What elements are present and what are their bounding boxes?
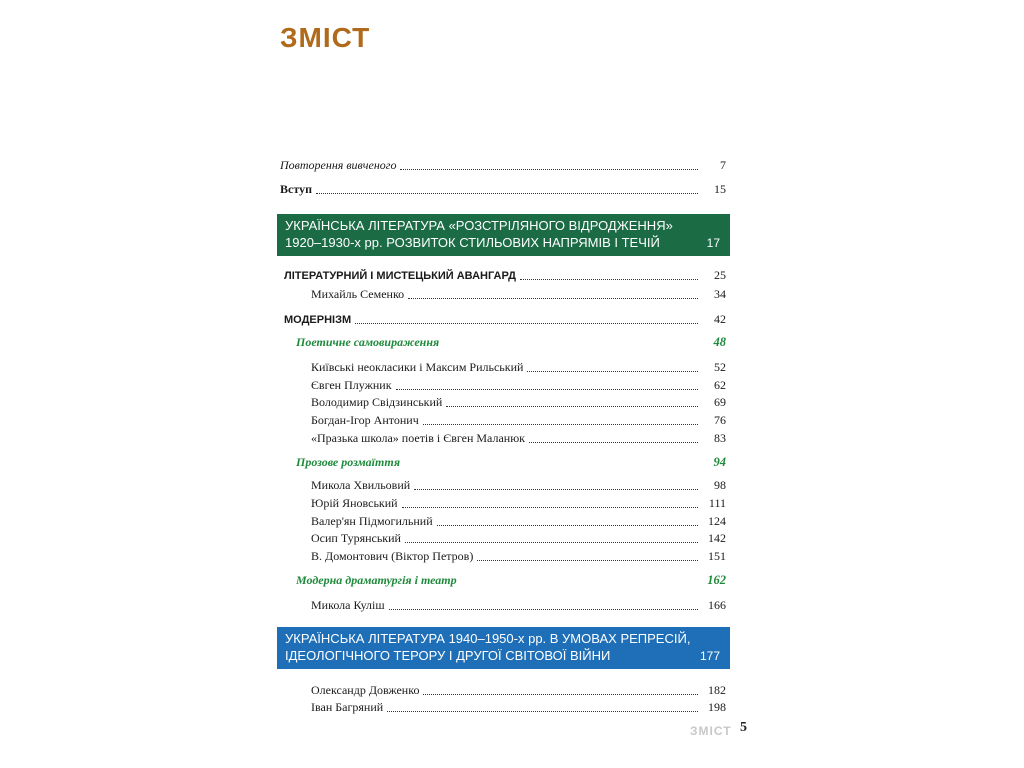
leader-dots bbox=[477, 560, 698, 561]
toc-entry-semenko[interactable] bbox=[311, 287, 726, 302]
toc-entry-label: Вступ bbox=[280, 182, 312, 196]
toc-subsection-prose[interactable] bbox=[296, 455, 726, 470]
toc-entry-turianskyi[interactable] bbox=[311, 531, 726, 546]
toc-entry-page: 98 bbox=[714, 478, 726, 492]
toc-entry-page: 94 bbox=[713, 455, 726, 469]
toc-entry-yanovskyi[interactable] bbox=[311, 496, 726, 511]
toc-entry-page: 25 bbox=[714, 268, 726, 282]
toc-entry-review[interactable] bbox=[280, 158, 726, 173]
toc-entry-page: 48 bbox=[713, 335, 726, 349]
toc-entry-kulish[interactable] bbox=[311, 598, 726, 613]
toc-entry-label: Поетичне самовираження bbox=[296, 335, 440, 349]
section-banner-1[interactable] bbox=[277, 214, 730, 256]
leader-dots bbox=[405, 542, 698, 543]
toc-entry-neoclassics[interactable] bbox=[311, 360, 726, 375]
page-title: ЗМІСТ bbox=[280, 22, 371, 53]
toc-entry-label: Осип Турянський bbox=[311, 531, 401, 545]
toc-entry-page: 42 bbox=[714, 312, 726, 326]
toc-entry-dovzhenko[interactable] bbox=[311, 683, 726, 698]
toc-entry-label: Юрій Яновський bbox=[311, 496, 398, 510]
leader-dots bbox=[402, 507, 698, 508]
toc-subsection-drama[interactable] bbox=[296, 573, 726, 588]
toc-entry-label: Київські неокласики і Максим Рильський bbox=[311, 360, 524, 374]
toc-entry-label: Микола Куліш bbox=[311, 598, 385, 612]
leader-dots bbox=[408, 298, 698, 299]
toc-entry-page: 198 bbox=[708, 700, 726, 714]
toc-entry-domontovych[interactable] bbox=[311, 549, 726, 564]
page-number: 5 bbox=[740, 720, 747, 735]
toc-entry-page: 142 bbox=[708, 531, 726, 545]
toc-entry-page: 162 bbox=[707, 573, 726, 587]
toc-entry-label: Олександр Довженко bbox=[311, 683, 420, 697]
toc-entry-label: Володимир Свідзинський bbox=[311, 395, 443, 409]
section-banner-2[interactable] bbox=[277, 627, 730, 669]
toc-entry-khvylovyi[interactable] bbox=[311, 478, 726, 493]
toc-entry-label: Іван Багряний bbox=[311, 700, 384, 714]
toc-entry-label: Модерна драматургія і театр bbox=[296, 573, 457, 587]
leader-dots bbox=[446, 406, 698, 407]
section-banner-page: 17 bbox=[706, 236, 720, 250]
toc-entry-page: 111 bbox=[708, 496, 726, 510]
toc-entry-label: Повторення вивченого bbox=[280, 158, 397, 172]
leader-dots bbox=[396, 389, 698, 390]
leader-dots bbox=[527, 371, 698, 372]
toc-entry-svidzynskyi[interactable] bbox=[311, 395, 726, 410]
leader-dots bbox=[387, 711, 698, 712]
toc-entry-label: Богдан-Ігор Антонич bbox=[311, 413, 419, 427]
toc-entry-prague-school[interactable] bbox=[311, 431, 726, 446]
leader-dots bbox=[520, 279, 698, 280]
toc-entry-bahrianyi[interactable] bbox=[311, 700, 726, 715]
toc-entry-page: 62 bbox=[714, 378, 726, 392]
toc-entry-page: 83 bbox=[714, 431, 726, 445]
toc-entry-label: ЛІТЕРАТУРНИЙ І МИСТЕЦЬКИЙ АВАНГАРД bbox=[284, 270, 516, 282]
toc-entry-avant-garde[interactable] bbox=[284, 268, 726, 283]
toc-entry-label: Михайль Семенко bbox=[311, 287, 405, 301]
leader-dots bbox=[389, 609, 698, 610]
toc-entry-modernism[interactable] bbox=[284, 312, 726, 327]
leader-dots bbox=[400, 169, 698, 170]
toc-entry-label: Валер'ян Підмогильний bbox=[311, 514, 433, 528]
leader-dots bbox=[423, 694, 698, 695]
page-footer bbox=[690, 720, 747, 740]
leader-dots bbox=[529, 442, 698, 443]
toc-entry-label: В. Домонтович (Віктор Петров) bbox=[311, 549, 474, 563]
section-banner-line1: УКРАЇНСЬКА ЛІТЕРАТУРА «РОЗСТРІЛЯНОГО ВІДРОДЖЕННЯ» bbox=[285, 218, 673, 233]
toc-entry-label: МОДЕРНІЗМ bbox=[284, 314, 352, 326]
toc-entry-label: Євген Плужник bbox=[311, 378, 392, 392]
toc-entry-page: 7 bbox=[720, 158, 726, 172]
toc-entry-antonych[interactable] bbox=[311, 413, 726, 428]
section-banner-line1: УКРАЇНСЬКА ЛІТЕРАТУРА 1940–1950-х рр. В УМОВАХ РЕПРЕСІЙ, bbox=[285, 631, 691, 646]
toc-entry-label: «Празька школа» поетів і Євген Маланюк bbox=[311, 431, 526, 445]
toc-entry-page: 34 bbox=[714, 287, 726, 301]
toc-entry-page: 52 bbox=[714, 360, 726, 374]
toc-entry-page: 15 bbox=[714, 182, 726, 196]
toc-entry-label: Микола Хвильовий bbox=[311, 478, 411, 492]
section-banner-line2: ІДЕОЛОГІЧНОГО ТЕРОРУ І ДРУГОЇ СВІТОВОЇ ВІЙНИ bbox=[285, 648, 611, 663]
leader-dots bbox=[355, 323, 698, 324]
toc-entry-pidmohylnyi[interactable] bbox=[311, 514, 726, 529]
footer-running-title: ЗМІСТ bbox=[690, 724, 732, 738]
leader-dots bbox=[414, 489, 698, 490]
section-banner-page: 177 bbox=[699, 649, 720, 663]
leader-dots bbox=[437, 525, 698, 526]
toc-entry-page: 182 bbox=[708, 683, 726, 697]
toc-entry-page: 151 bbox=[708, 549, 726, 563]
section-banner-line2: 1920–1930-х рр. РОЗВИТОК СТИЛЬОВИХ НАПРЯМІВ І ТЕЧІЙ bbox=[285, 235, 660, 250]
leader-dots bbox=[423, 424, 698, 425]
toc-entry-intro[interactable] bbox=[280, 182, 726, 197]
toc-entry-page: 166 bbox=[708, 598, 726, 612]
toc-entry-pluzhnyk[interactable] bbox=[311, 378, 726, 393]
leader-dots bbox=[316, 193, 698, 194]
toc-entry-label: Прозове розмаїття bbox=[296, 455, 401, 469]
toc-entry-page: 69 bbox=[714, 395, 726, 409]
toc-entry-page: 76 bbox=[714, 413, 726, 427]
toc-entry-page: 124 bbox=[708, 514, 726, 528]
toc-subsection-poetry[interactable] bbox=[296, 335, 726, 350]
